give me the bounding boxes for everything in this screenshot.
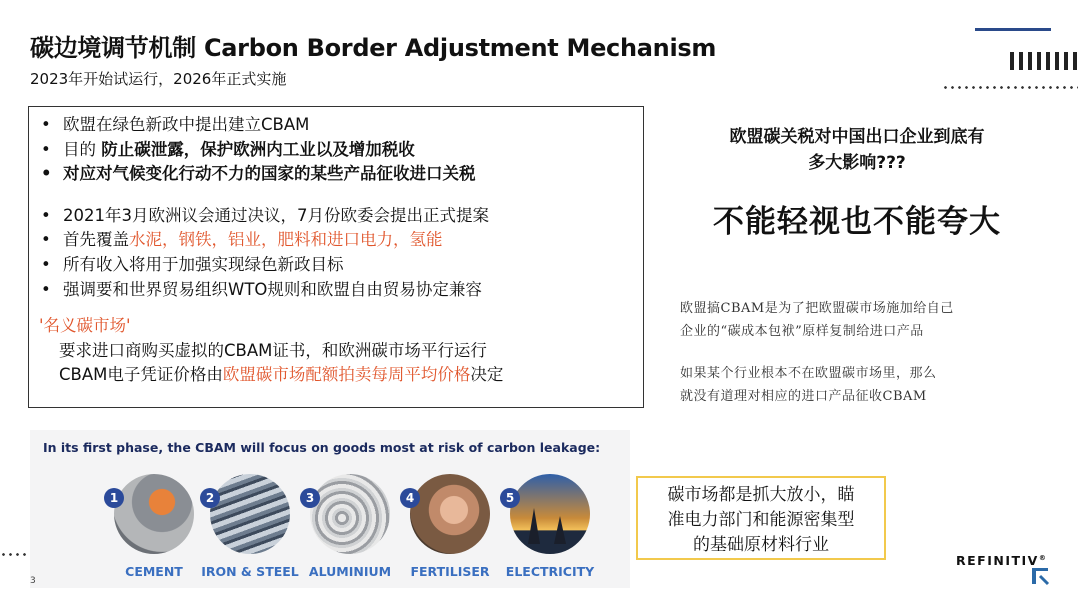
good-label: ELECTRICITY bbox=[505, 564, 595, 579]
refinitiv-logo: REFINITIV® bbox=[956, 553, 1048, 568]
price-highlight: 欧盟碳市场配额拍卖每周平均价格 bbox=[222, 365, 471, 385]
bullet-item: • 欧盟在绿色新政中提出建立CBAM bbox=[39, 113, 633, 138]
slide-subtitle: 2023年开始试运行，2026年正式实施 bbox=[30, 70, 287, 88]
steel-icon bbox=[210, 474, 290, 554]
electricity-icon bbox=[510, 474, 590, 554]
note-line: CBAM电子凭证价格由欧盟碳市场配额拍卖每周平均价格决定 bbox=[59, 365, 504, 385]
carbon-market-callout: 碳市场都是抓大放小，瞄 准电力部门和能源密集型 的基础原材料行业 bbox=[636, 476, 886, 560]
good-label: CEMENT bbox=[125, 564, 183, 579]
explanation-paragraph-1: 欧盟搞CBAM是为了把欧盟碳市场施加给自己 企业的“碳成本包袱”原样复制给进口产品 bbox=[680, 301, 954, 339]
bullet-item: • 目的 防止碳泄露，保护欧洲内工业以及增加税收 bbox=[39, 138, 633, 163]
good-number: 5 bbox=[500, 488, 520, 508]
good-item-aluminium bbox=[300, 474, 400, 579]
good-item-fertiliser bbox=[400, 474, 500, 579]
first-phase-caption: In its first phase, the CBAM will focus on goods most at risk of carbon leakage: bbox=[43, 440, 601, 455]
impact-question: 欧盟碳关税对中国出口企业到底有 多大影响??? bbox=[729, 127, 985, 173]
decorative-bars bbox=[1010, 52, 1080, 70]
good-label: ALUMINIUM bbox=[308, 564, 392, 579]
good-number: 4 bbox=[400, 488, 420, 508]
bullet-item: • 强调要和世界贸易组织WTO规则和欧盟自由贸易协定兼容 bbox=[39, 278, 633, 303]
refinitiv-mark-icon bbox=[1030, 566, 1050, 586]
bullet-item: • 对应对气候变化行动不力的国家的某些产品征收进口关税 bbox=[39, 162, 633, 187]
slide-title: 碳边境调节机制 Carbon Border Adjustment Mechanism bbox=[30, 34, 717, 62]
cbam-overview-box bbox=[28, 106, 644, 408]
good-number: 3 bbox=[300, 488, 320, 508]
explanation-paragraph-2: 如果某个行业根本不在欧盟碳市场里，那么 就没有道理对相应的进口产品征收CBAM bbox=[680, 366, 937, 404]
good-item-steel bbox=[200, 474, 300, 579]
good-label: FERTILISER bbox=[410, 564, 490, 579]
cement-icon bbox=[114, 474, 194, 554]
decorative-dots-top bbox=[942, 86, 1078, 89]
good-item-cement bbox=[104, 474, 204, 579]
notional-market-heading: '名义碳市场' bbox=[39, 316, 131, 336]
bullet-list-group2 bbox=[39, 204, 633, 302]
good-number: 1 bbox=[104, 488, 124, 508]
note-line: 要求进口商购买虚拟的CBAM证书，和欧洲碳市场平行运行 bbox=[59, 340, 487, 360]
bullet-item: • 2021年3月欧洲议会通过决议，7月份欧委会提出正式提案 bbox=[39, 204, 633, 229]
page-number: 3 bbox=[30, 576, 36, 586]
covered-goods bbox=[104, 474, 604, 584]
good-item-electricity bbox=[500, 474, 600, 579]
key-conclusion: 不能轻视也不能夸大 bbox=[713, 204, 1001, 240]
bullet-item: • 首先覆盖水泥，钢铁，铝业，肥料和进口电力，氢能 bbox=[39, 228, 633, 253]
fertiliser-icon bbox=[410, 474, 490, 554]
decorative-line bbox=[975, 28, 1051, 31]
good-label: IRON & STEEL bbox=[201, 564, 299, 579]
sector-highlight: 水泥，钢铁，铝业，肥料和进口电力，氢能 bbox=[129, 230, 443, 250]
aluminium-icon bbox=[310, 474, 390, 554]
good-number: 2 bbox=[200, 488, 220, 508]
bullet-item: • 所有收入将用于加强实现绿色新政目标 bbox=[39, 253, 633, 278]
bullet-list-group1 bbox=[39, 113, 633, 187]
